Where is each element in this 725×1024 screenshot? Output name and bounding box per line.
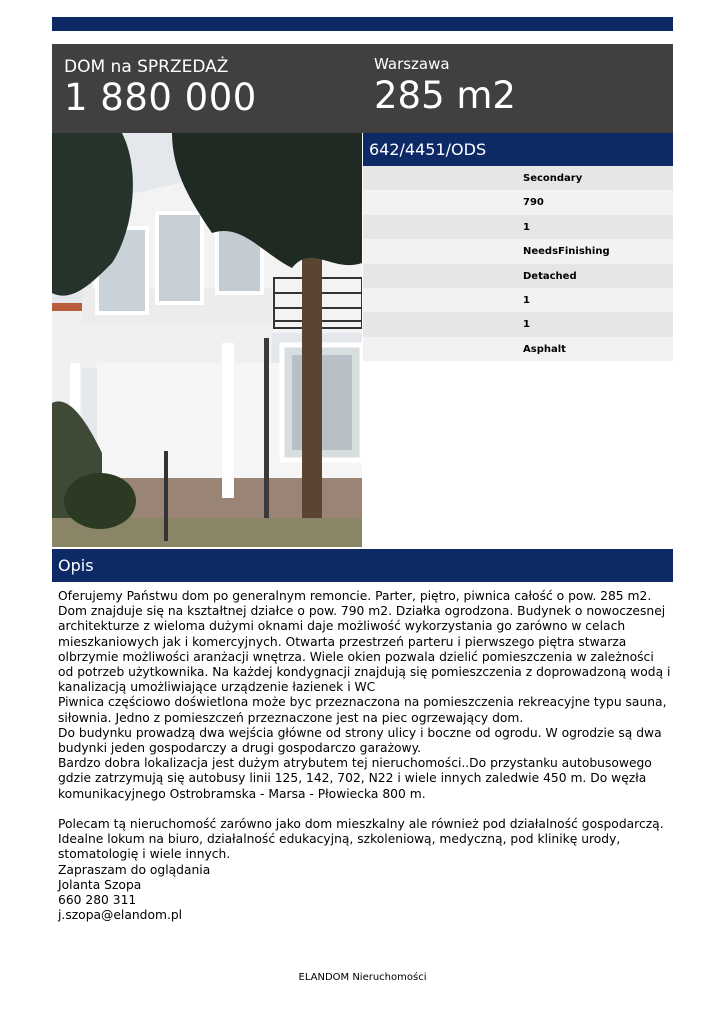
attribute-value: 1 xyxy=(523,221,530,233)
attribute-table xyxy=(363,166,673,361)
property-photo xyxy=(52,133,362,547)
description-line: od potrzeb użytkownika. Na każdej kondygnacji znajdują się pomieszczenia z doprowadzoną wodą i xyxy=(58,665,671,680)
description-line: siłownia. Jedno z pomieszczeń przeznaczone jest na piec ogrzewający dom. xyxy=(58,710,524,725)
attribute-row xyxy=(363,288,673,312)
description-line: Do budynku prowadzą dwa wejścia główne od strony ulicy i boczne od ogrodu. W ogrodzie są dwa xyxy=(58,725,662,740)
attribute-value: NeedsFinishing xyxy=(523,246,610,258)
contact-email: j.szopa@elandom.pl xyxy=(58,908,183,923)
attribute-row xyxy=(363,312,673,336)
attribute-row xyxy=(363,337,673,361)
description-line: Zapraszam do oglądania xyxy=(58,862,211,877)
description-line: Piwnica częściowo doświetlona może byc przeznaczona na pomieszczenia rekreacyjne typu sauna, xyxy=(58,695,667,710)
description-line: mieszkaniowych jak i komercyjnych. Otwarta przestrzeń parteru i pierwszego piętra stwarza xyxy=(58,634,627,649)
listing-city: Warszawa xyxy=(374,55,450,73)
attribute-value: 790 xyxy=(523,197,544,209)
attribute-value: Secondary xyxy=(523,173,583,184)
description-line: Idealne lokum na biuro, działalność edukacyjną, szkoleniową, medyczną, pod klinikę urody, xyxy=(58,832,621,847)
description-line: stomatologię i wiele innych. xyxy=(58,847,231,862)
description-line: gdzie zatrzymują się autobusy linii 125, 142, 702, N22 i wiele innych zaledwie 450 m. Do węzła xyxy=(58,771,647,786)
description-line: Dom znajduje się na kształtnej działce o pow. 790 m2. Działka ogrodzona. Budynek o nowoczesnej xyxy=(58,604,666,619)
description-line: olbrzymie możliwości aranżacji wnętrza. Wiele okien pozwala dzielić pomieszczenia w zależności xyxy=(58,649,654,664)
description-line: architekturze z wieloma dużymi oknami daje możliwość wykorzystania go zarówno w celach xyxy=(58,619,626,634)
footer-company: ELANDOM Nieruchomości xyxy=(298,972,427,983)
attribute-value: 1 xyxy=(523,319,530,331)
description-text xyxy=(58,589,670,923)
description-title: Opis xyxy=(58,556,94,575)
listing-area: 285 m2 xyxy=(374,74,516,117)
listing-price: 1 880 000 xyxy=(64,76,257,119)
description-line: 660 280 311 xyxy=(58,893,137,908)
attribute-row xyxy=(363,215,673,239)
attribute-value: 1 xyxy=(523,294,530,306)
attribute-row xyxy=(363,190,673,214)
description-line: komunikacyjnego Ostrobramska - Marsa - Płowiecka 800 m. xyxy=(58,786,426,801)
attribute-row xyxy=(363,264,673,288)
attribute-row xyxy=(363,239,673,263)
description-line: budynki jeden gospodarczy a drugi gospodarczo garażowy. xyxy=(58,741,422,756)
listing-type: DOM na SPRZEDAŻ xyxy=(64,57,229,77)
reference-bar xyxy=(363,133,673,166)
top-accent-bar xyxy=(52,17,673,31)
attribute-value: Asphalt xyxy=(523,343,566,355)
description-header xyxy=(52,549,673,582)
description-line: Jolanta Szopa xyxy=(58,877,142,892)
description-line xyxy=(58,802,670,817)
description-line: Oferujemy Państwu dom po generalnym remoncie. Parter, piętro, piwnica całość o pow. 285 m2. xyxy=(58,589,652,603)
description-line: Polecam tą nieruchomość zarówno jako dom mieszkalny ale również pod działalność gospodarczą. xyxy=(58,817,664,832)
attribute-value: Detached xyxy=(523,270,577,282)
attribute-row xyxy=(363,166,673,190)
reference-number: 642/4451/ODS xyxy=(369,140,487,159)
description-line: Bardzo dobra lokalizacja jest dużym atrybutem tej nieruchomości..Do przystanku autobusowego xyxy=(58,756,652,771)
listing-header xyxy=(52,44,673,133)
description-line: kanalizacją umożliwiające urządzenie łazienek i WC xyxy=(58,680,376,695)
